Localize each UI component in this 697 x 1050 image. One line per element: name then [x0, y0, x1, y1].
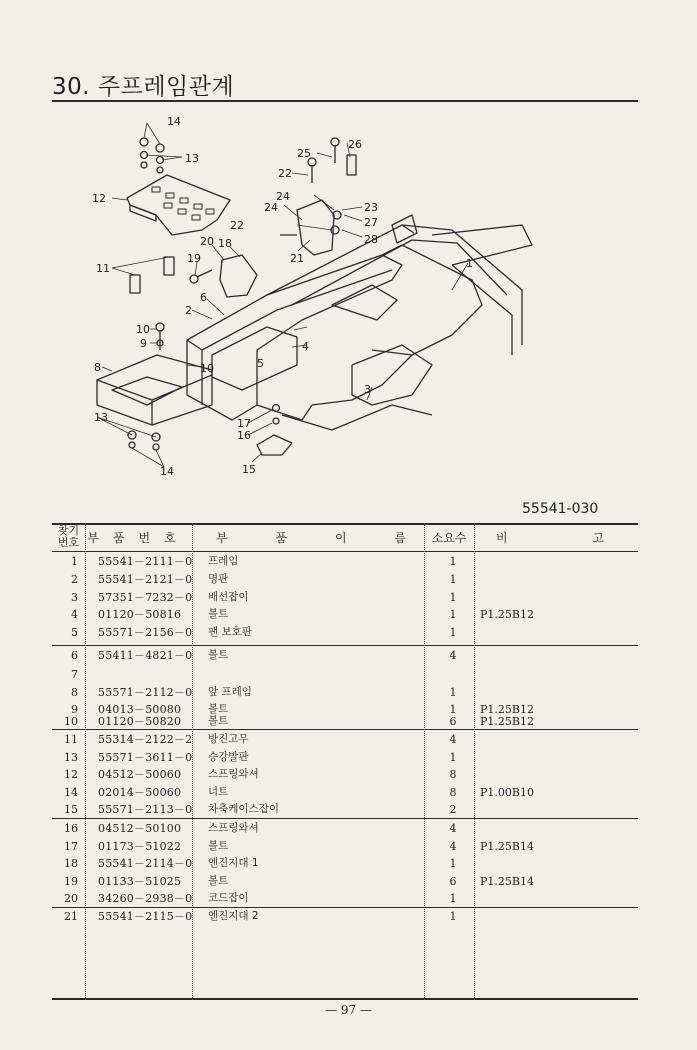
- cell-part-name: 프레임: [208, 555, 239, 567]
- header-part-name-char: 부: [216, 530, 228, 545]
- table-row: [52, 890, 638, 908]
- cell-part-number: 01120－50816: [98, 608, 182, 622]
- cell-part-number: 04013－50080: [98, 702, 182, 716]
- callout-label: 1: [466, 257, 473, 270]
- table-row: [52, 855, 638, 873]
- cell-quantity: 1: [449, 702, 457, 716]
- table-row: [52, 624, 638, 642]
- header-part-name-char: 품: [275, 530, 288, 545]
- cell-part-number: 34260－2938－0: [98, 892, 193, 905]
- cell-part-name: 엔진지대 2: [208, 910, 259, 922]
- cell-part-number: 55541－2114－0: [98, 857, 193, 870]
- cell-part-number: 04512－50100: [98, 822, 182, 835]
- cell-quantity: 4: [449, 839, 457, 853]
- step-plate-shape: [127, 175, 230, 235]
- table-row: [52, 749, 638, 767]
- callout-label: 16: [237, 429, 251, 442]
- header-find-number-line2: 번호: [57, 536, 80, 549]
- cell-part-number: 02014－50060: [98, 785, 182, 799]
- callout-label: 3: [364, 383, 371, 396]
- table-row: [52, 713, 638, 731]
- cell-quantity: 6: [449, 714, 457, 728]
- header-find-number-line1: 찾기: [57, 524, 80, 537]
- table-row: [52, 571, 638, 589]
- cell-remarks: P1.25B12: [480, 608, 534, 622]
- cell-part-number: 55411－4821－0: [98, 649, 193, 662]
- cell-part-number: 57351－7232－0: [98, 590, 193, 604]
- callout-label: 13: [94, 411, 108, 424]
- cell-quantity: 1: [449, 892, 457, 905]
- callout-label: 4: [302, 340, 309, 353]
- callout-label: 20: [200, 235, 214, 248]
- cell-quantity: 1: [449, 590, 457, 604]
- cell-quantity: 1: [449, 626, 457, 640]
- cell-part-number: 01133－51025: [98, 874, 182, 888]
- header-quantity: 소요수: [431, 530, 467, 545]
- cell-part-number: 55571－2112－0: [98, 686, 193, 699]
- diagram-code: 55541-030: [522, 501, 599, 517]
- callout-label: 24: [276, 190, 290, 203]
- cell-number: 13: [64, 750, 78, 764]
- callout-label: 9: [140, 337, 147, 350]
- callout-label: 11: [96, 262, 110, 275]
- callout-label: 8: [94, 361, 101, 374]
- header-remarks-char: 고: [592, 530, 604, 545]
- cell-remarks: P1.00B10: [480, 785, 534, 799]
- callout-label: 2: [185, 304, 192, 317]
- callout-label: 22: [230, 219, 244, 232]
- table-row: [52, 589, 638, 607]
- callout-label: 19: [187, 252, 201, 265]
- cell-part-number: 04512－50060: [98, 768, 182, 781]
- callout-label: 10: [200, 362, 214, 375]
- cell-part-number: 55314－2122－2: [98, 733, 193, 746]
- callout-label: 23: [364, 201, 378, 214]
- cell-quantity: 4: [449, 822, 457, 835]
- cell-number: 5: [71, 626, 78, 640]
- cell-part-number: 55541－2111－0: [98, 555, 193, 568]
- cell-part-name: 코드잡이: [208, 892, 249, 904]
- cell-number: 14: [64, 785, 78, 799]
- header-part-name-char: 름: [394, 530, 406, 545]
- cell-part-name: 너트: [208, 785, 229, 798]
- cell-part-name: 배선잡이: [208, 590, 249, 603]
- cell-quantity: 6: [449, 874, 457, 888]
- exploded-frame-diagram: [52, 105, 642, 495]
- cell-number: 17: [64, 839, 78, 853]
- cell-number: 16: [64, 822, 78, 835]
- front-frame-shape: [97, 355, 212, 425]
- callout-label: 10: [136, 323, 150, 336]
- table-row: [52, 666, 638, 684]
- cell-part-name: 볼트: [208, 649, 229, 661]
- cell-part-name: 스프링와셔: [208, 768, 259, 780]
- cell-part-number: 55571－2113－0: [98, 803, 193, 816]
- group-rule: [52, 645, 638, 646]
- callout-label: 5: [257, 357, 264, 370]
- cell-part-name: 앞 프레임: [208, 686, 252, 698]
- table-row: [52, 838, 638, 856]
- cell-quantity: 1: [449, 686, 457, 699]
- cell-number: 3: [71, 590, 78, 604]
- callout-label: 14: [160, 465, 174, 478]
- cell-part-name: 엔진지대 1: [208, 857, 259, 869]
- cell-quantity: 1: [449, 555, 457, 568]
- cell-number: 8: [71, 686, 78, 699]
- cell-number: 19: [64, 874, 78, 888]
- cell-remarks: P1.25B14: [480, 839, 534, 853]
- callout-label: 22: [278, 167, 292, 180]
- cell-number: 18: [64, 857, 78, 870]
- cell-quantity: 8: [449, 768, 457, 781]
- title-rule: [52, 100, 638, 102]
- cell-part-number: 01120－50820: [98, 714, 182, 728]
- cell-part-number: 55541－2121－0: [98, 572, 193, 586]
- cell-part-number: 01173－51022: [98, 839, 182, 853]
- table-row: [52, 820, 638, 838]
- callout-label: 13: [185, 152, 199, 165]
- table-row: [52, 766, 638, 784]
- cell-quantity: 1: [449, 608, 457, 622]
- cell-part-number: 55571－2156－0: [98, 626, 193, 640]
- callout-label: 14: [167, 115, 181, 128]
- table-row: [52, 801, 638, 819]
- cell-remarks: P1.25B14: [480, 874, 534, 888]
- cell-quantity: 2: [449, 803, 457, 816]
- cell-quantity: 4: [449, 733, 457, 746]
- cell-part-name: 팬 보호판: [208, 626, 252, 639]
- cell-number: 4: [71, 608, 78, 622]
- cell-part-number: 55571－3611－0: [98, 750, 193, 764]
- callout-label: 25: [297, 147, 311, 160]
- cell-part-name: 볼트: [208, 608, 229, 621]
- cell-part-name: 볼트: [208, 874, 229, 887]
- cell-part-name: 명판: [208, 572, 229, 585]
- callout-label: 27: [364, 216, 378, 229]
- callout-label: 21: [290, 252, 304, 265]
- header-rule: [52, 551, 638, 552]
- page-number: — 97 —: [325, 1003, 372, 1017]
- table-row: [52, 784, 638, 802]
- cell-quantity: 1: [449, 910, 457, 923]
- cell-part-number: 55541－2115－0: [98, 910, 193, 923]
- cell-number: 1: [71, 555, 78, 568]
- cell-quantity: 1: [449, 857, 457, 870]
- cell-number: 10: [64, 714, 78, 728]
- cell-remarks: P1.25B12: [480, 702, 534, 716]
- cell-number: 2: [71, 572, 78, 586]
- cell-quantity: 1: [449, 750, 457, 764]
- header-part-name: [192, 523, 424, 551]
- cell-part-name: 방진고무: [208, 733, 249, 745]
- cell-number: 11: [64, 733, 78, 746]
- cell-number: 21: [64, 910, 78, 923]
- cell-part-name: 볼트: [208, 839, 229, 852]
- cell-quantity: 4: [449, 649, 457, 662]
- table-row: [52, 908, 638, 926]
- header-part-name-char: 이: [334, 530, 347, 545]
- cell-part-name: 볼트: [208, 714, 229, 727]
- cell-number: 7: [71, 667, 78, 681]
- page-title: 30. 주프레임관계: [52, 74, 235, 100]
- callout-label: 26: [348, 138, 362, 151]
- cell-remarks: P1.25B12: [480, 714, 534, 728]
- table-row: [52, 873, 638, 891]
- callout-label: 12: [92, 192, 106, 205]
- callout-label: 28: [364, 233, 378, 246]
- cell-number: 6: [71, 649, 78, 662]
- callout-label: 6: [200, 291, 207, 304]
- header-find-number: [52, 523, 85, 551]
- cell-part-name: 차축케이스잡이: [208, 803, 280, 815]
- callout-label: 24: [264, 201, 278, 214]
- table-row: [52, 606, 638, 624]
- table-row: [52, 553, 638, 571]
- table-row: [52, 731, 638, 749]
- callout-label: 17: [237, 417, 251, 430]
- header-part-number: 부품번호: [87, 530, 190, 545]
- header-remarks: [474, 523, 638, 551]
- callout-label: 15: [242, 463, 256, 476]
- cell-part-name: 승강발판: [208, 750, 249, 763]
- cell-quantity: 8: [449, 785, 457, 799]
- cell-part-name: 스프링와셔: [208, 822, 259, 834]
- table-row: [52, 684, 638, 702]
- callout-label: 18: [218, 237, 232, 250]
- table-row: [52, 647, 638, 665]
- parts-table: [52, 523, 638, 1000]
- header-remarks-char: 비: [496, 530, 508, 545]
- cell-number: 20: [64, 892, 78, 905]
- cell-number: 12: [64, 768, 78, 781]
- cell-quantity: 1: [449, 572, 457, 586]
- cell-number: 15: [64, 803, 78, 816]
- cell-number: 9: [71, 702, 78, 716]
- table-bottom-rule: [52, 998, 638, 1000]
- cell-part-name: 볼트: [208, 702, 229, 715]
